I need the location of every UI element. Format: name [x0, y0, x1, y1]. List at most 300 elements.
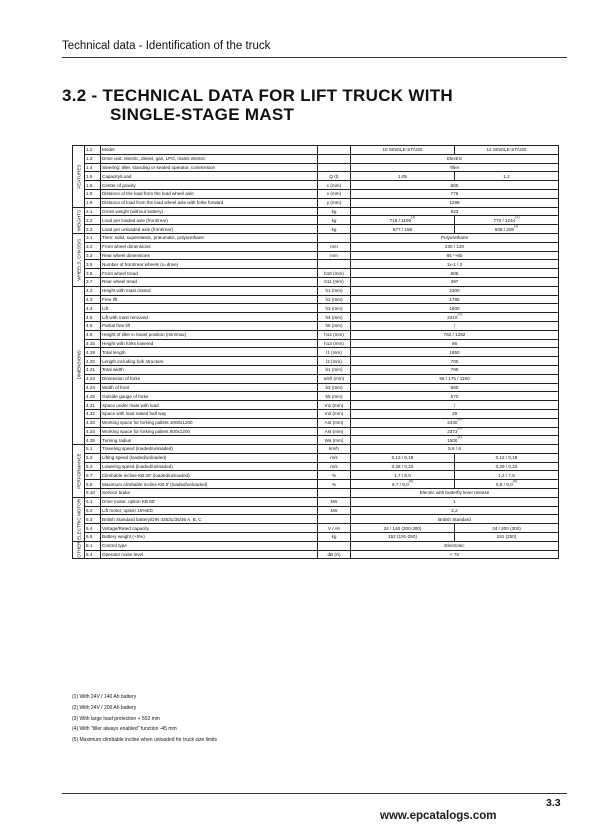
value-text: 1800	[449, 305, 460, 311]
value-cell-a	[351, 146, 455, 155]
value-cell	[351, 392, 559, 401]
row-label: Rear wheel dimensions	[101, 251, 318, 260]
row-label: Tires: solid, superelastic, pneumatic, polyurethane	[101, 233, 318, 242]
row-unit: h1 (mm)	[318, 286, 351, 295]
row-number: 5.2	[85, 453, 101, 462]
row-unit: kW	[318, 497, 351, 506]
value-cell	[351, 286, 559, 295]
row-unit: h3 (mm)	[318, 304, 351, 313]
row-number: 5.3	[85, 462, 101, 471]
table-row	[73, 251, 559, 260]
value-cell	[351, 506, 559, 515]
table-row	[73, 146, 559, 155]
value-text: 1	[453, 499, 456, 505]
value-cell	[351, 383, 559, 392]
row-unit: %	[318, 471, 351, 480]
value-cell	[351, 348, 559, 357]
value-text: 12 SINGLE-STAGE	[486, 147, 527, 153]
value-cell-a	[351, 533, 455, 542]
table-row	[73, 480, 559, 489]
value-text: 718 / 1106	[389, 217, 412, 223]
row-number: 4.22	[85, 374, 101, 383]
row-unit: kg	[318, 216, 351, 225]
value-cell	[351, 242, 559, 251]
row-label: Rear wheel tread	[101, 277, 318, 286]
value-cell-a	[351, 462, 455, 471]
table-row	[73, 216, 559, 225]
row-number: 4.34	[85, 427, 101, 436]
row-label: Partial free lift	[101, 321, 318, 330]
row-number: 5.1	[85, 445, 101, 454]
row-unit: x (mm)	[318, 189, 351, 198]
header-rule	[62, 57, 567, 58]
table-row	[73, 181, 559, 190]
value-cell	[351, 321, 559, 330]
value-cell-b	[455, 471, 559, 480]
value-text: 570	[450, 393, 459, 399]
footnote: (1) With 24V / 140 Ah battery	[72, 694, 137, 700]
value-text: 1,2	[503, 173, 510, 179]
row-number: 2.2	[85, 216, 101, 225]
value-cell	[351, 313, 559, 322]
technical-data-table	[72, 145, 559, 559]
row-unit: kW	[318, 506, 351, 515]
row-unit: kg	[318, 225, 351, 234]
value-text: 2,2	[451, 508, 458, 514]
value-text: 0,12 / 0,18	[495, 455, 518, 461]
row-label: British Standard battery/DIN 43531/35/36 A, B, C	[101, 515, 318, 524]
title-line-2: SINGLE-STAGE MAST	[110, 105, 295, 124]
footnote: (4) With "tiller always enabled" function -45 mm	[72, 726, 177, 733]
row-label: Distance of load from the load wheel axle with forks forward	[101, 198, 318, 207]
value-text: 700	[450, 358, 459, 364]
row-unit: h2 (mm)	[318, 295, 351, 304]
section-label: ELECTRIC MOTOR	[73, 497, 85, 541]
row-unit	[318, 515, 351, 524]
value-cell	[351, 409, 559, 418]
value-cell-b	[455, 216, 559, 225]
value-cell	[351, 304, 559, 313]
row-label: Total width	[101, 365, 318, 374]
value-cell-b	[455, 453, 559, 462]
footnote: (5) Maximum climbable incline when unloaded for truck size limits	[72, 737, 218, 744]
table-row	[73, 304, 559, 313]
value-text: 56 / 175 / 1150	[439, 376, 470, 382]
value-text: 1,7 / 8,0	[394, 472, 411, 478]
row-number: 1.2	[85, 146, 101, 155]
row-label: Height with mast closed	[101, 286, 318, 295]
row-number: 4.2	[85, 286, 101, 295]
value-cell	[351, 233, 559, 242]
value-text: 10 SINGLE-STAGE	[382, 147, 423, 153]
value-text: 2430	[447, 420, 458, 426]
section-label: WHEELS, CHASSIS	[73, 233, 85, 286]
row-unit: b1 (mm)	[318, 365, 351, 374]
value-text: 770 / 1244	[493, 217, 516, 223]
table-row	[73, 172, 559, 181]
row-label: Working space for forking pallets 800x1200	[101, 427, 318, 436]
row-label: Number of front/rear wheels (x=drive)	[101, 260, 318, 269]
footnote-marker: (4)	[457, 435, 462, 439]
row-unit: c (mm)	[318, 181, 351, 190]
row-number: 5.7	[85, 471, 101, 480]
value-text: 762 / 1292	[443, 332, 466, 338]
table-row	[73, 515, 559, 524]
value-cell	[351, 181, 559, 190]
row-unit: h14 (mm)	[318, 330, 351, 339]
row-label: Battery weight (+5%)	[101, 533, 318, 542]
row-label: Lift	[101, 304, 318, 313]
value-text: Polyurethane	[440, 235, 469, 241]
value-cell-b	[455, 462, 559, 471]
table-row	[73, 163, 559, 172]
value-cell-a	[351, 172, 455, 181]
value-cell	[351, 541, 559, 550]
row-unit: y (mm)	[318, 198, 351, 207]
value-cell	[351, 374, 559, 383]
row-label: Model	[101, 146, 318, 155]
row-unit: kg	[318, 533, 351, 542]
table-row	[73, 233, 559, 242]
row-number: 6.5	[85, 533, 101, 542]
row-number: 4.24	[85, 383, 101, 392]
table-row	[73, 277, 559, 286]
row-label: Space under mast with load	[101, 401, 318, 410]
row-label: Total length	[101, 348, 318, 357]
row-number: 8.4	[85, 550, 101, 559]
row-unit: b10 (mm)	[318, 269, 351, 278]
value-cell	[351, 295, 559, 304]
value-cell	[351, 339, 559, 348]
row-unit: Wa (mm)	[318, 436, 351, 445]
row-unit: m/s	[318, 453, 351, 462]
row-unit	[318, 233, 351, 242]
row-number: 3.7	[85, 277, 101, 286]
row-label: Distance of the load from the load wheel axle	[101, 189, 318, 198]
value-cell-b	[455, 480, 559, 489]
row-label: Center of gravity	[101, 181, 318, 190]
value-text: 790	[450, 367, 459, 373]
value-text: 660	[450, 384, 459, 390]
row-number: 3.6	[85, 269, 101, 278]
row-number: 1.9	[85, 198, 101, 207]
value-cell	[351, 163, 559, 172]
value-cell	[351, 189, 559, 198]
value-cell	[351, 418, 559, 427]
row-unit	[318, 541, 351, 550]
section-label: FEATURES	[73, 146, 85, 208]
table-row	[73, 427, 559, 436]
row-number: 8.1	[85, 541, 101, 550]
footnote: (3) With large load protection + 502 mm	[72, 715, 160, 722]
value-text: 0,13 / 0,18	[391, 455, 414, 461]
value-cell	[351, 198, 559, 207]
row-unit: b5 (mm)	[318, 392, 351, 401]
value-text: 600	[450, 182, 459, 188]
table-row	[73, 383, 559, 392]
row-unit: kg	[318, 207, 351, 216]
table-row	[73, 330, 559, 339]
value-text: 29	[451, 411, 458, 417]
footnote-marker: (3)	[457, 312, 462, 316]
table-row	[73, 418, 559, 427]
value-cell-a	[351, 453, 455, 462]
title-line-1: 3.2 - TECHNICAL DATA FOR LIFT TRUCK WITH	[62, 86, 454, 105]
value-text: 1789	[449, 296, 460, 302]
value-cell	[351, 277, 559, 286]
row-unit: l2 (mm)	[318, 357, 351, 366]
row-label: Turning radius	[101, 436, 318, 445]
value-text: 1,05	[398, 173, 407, 179]
section-label: PERFORMANCE	[73, 445, 85, 498]
row-label: Height of tiller in travel position (min/max)	[101, 330, 318, 339]
table-row	[73, 225, 559, 234]
row-number: 3.3	[85, 251, 101, 260]
page-number: 3.3	[546, 797, 561, 809]
value-text: 6,7 / 9,0	[392, 481, 409, 487]
value-text: 0,28 / 0,22	[391, 464, 414, 470]
table-row	[73, 409, 559, 418]
value-text: 2300	[449, 288, 460, 294]
table-row	[73, 550, 559, 559]
row-label: Load per loaded axle (front/rear)	[101, 216, 318, 225]
row-number: 4.6	[85, 321, 101, 330]
value-text: 191 (250)	[496, 534, 517, 540]
value-text: Tiller	[449, 164, 460, 170]
row-unit: mm	[318, 251, 351, 260]
value-text: 2310	[447, 314, 458, 320]
row-unit: V / Ah	[318, 524, 351, 533]
value-cell-a	[351, 216, 455, 225]
table-row	[73, 445, 559, 454]
row-unit: m/s	[318, 462, 351, 471]
section-label: OTHER	[73, 541, 85, 559]
value-text: 1,2 / 7,5	[498, 472, 515, 478]
row-label: Lowering speed (loaded/unloaded)	[101, 462, 318, 471]
footnote: (2) With 24V / 200 Ah battery	[72, 704, 137, 711]
row-label: Climbable incline KB 30' (loaded/unloaded)	[101, 471, 318, 480]
table-row	[73, 321, 559, 330]
row-unit: mm	[318, 242, 351, 251]
row-unit: m1 (mm)	[318, 401, 351, 410]
row-number: 6.4	[85, 524, 101, 533]
row-label: Dimension of forks	[101, 374, 318, 383]
table-row	[73, 242, 559, 251]
row-number: 3.2	[85, 242, 101, 251]
row-number: 4.19	[85, 348, 101, 357]
footnotes	[72, 692, 217, 746]
row-unit	[318, 489, 351, 498]
value-text: 1850	[449, 349, 460, 355]
row-label: Space with load raised half way	[101, 409, 318, 418]
footnote-marker: (1)	[513, 224, 519, 228]
table-row	[73, 154, 559, 163]
row-number: 1.3	[85, 154, 101, 163]
value-text: 86	[451, 340, 458, 346]
footnote-marker: (5)	[408, 479, 413, 483]
table-row	[73, 374, 559, 383]
value-text: 1x-1 / 2	[446, 261, 463, 267]
running-header: Technical data - Identification of the truck	[62, 40, 271, 52]
row-number: 1.5	[85, 172, 101, 181]
footnote-marker: (4)	[457, 427, 462, 430]
table-row	[73, 365, 559, 374]
table-row	[73, 348, 559, 357]
row-label: Gross weight (without battery)	[101, 207, 318, 216]
value-text: 85 *+60	[446, 252, 463, 258]
row-number: 4.3	[85, 295, 101, 304]
table-row	[73, 436, 559, 445]
table-row	[73, 313, 559, 322]
value-cell	[351, 365, 559, 374]
footnote-marker: (1)	[515, 215, 520, 219]
footnote-marker: (1)	[411, 215, 416, 219]
row-number: 5.10	[85, 489, 101, 498]
value-text: 152 (191-250)	[388, 534, 417, 540]
row-label: Operator noise level	[101, 550, 318, 559]
row-label: Working space for forking pallets 1000x1200	[101, 418, 318, 427]
table-row	[73, 189, 559, 198]
value-cell	[351, 489, 559, 498]
row-number: 5.8	[85, 480, 101, 489]
row-label: Front wheel dimensions	[101, 242, 318, 251]
value-text: /	[453, 402, 456, 408]
table-row	[73, 207, 559, 216]
row-label: Outside gauge of forks	[101, 392, 318, 401]
row-number: 1.6	[85, 181, 101, 190]
table-row	[73, 357, 559, 366]
row-unit: b11 (mm)	[318, 277, 351, 286]
row-unit: Ast (mm)	[318, 418, 351, 427]
value-cell	[351, 207, 559, 216]
value-cell-a	[351, 480, 455, 489]
value-text: 230 / 120	[444, 244, 465, 250]
row-number: 2.1	[85, 207, 101, 216]
value-cell	[351, 154, 559, 163]
row-label: Lifting speed (loaded/unloaded)	[101, 453, 318, 462]
row-label: Traveling speed (loaded/unloaded)	[101, 445, 318, 454]
row-number: 6.2	[85, 506, 101, 515]
value-text: 397	[450, 279, 459, 285]
row-number: 6.1	[85, 497, 101, 506]
row-label: Lift with mast removed	[101, 313, 318, 322]
value-text: 1298	[449, 200, 460, 206]
value-text: 623	[450, 208, 459, 214]
value-cell-b	[455, 146, 559, 155]
value-cell-a	[351, 524, 455, 533]
watermark: www.epcatalogs.com	[380, 810, 497, 822]
row-unit	[318, 163, 351, 172]
row-number: 4.9	[85, 330, 101, 339]
value-cell	[351, 497, 559, 506]
row-unit: km/h	[318, 445, 351, 454]
value-cell	[351, 260, 559, 269]
value-cell	[351, 436, 559, 445]
row-label: Free lift	[101, 295, 318, 304]
value-cell	[351, 427, 559, 436]
row-unit: Ast (mm)	[318, 427, 351, 436]
row-unit	[318, 154, 351, 163]
value-text: 577 / 158	[392, 226, 413, 232]
row-unit: l1 (mm)	[318, 348, 351, 357]
row-number: 4.21	[85, 365, 101, 374]
row-unit: h4 (mm)	[318, 313, 351, 322]
row-unit: %	[318, 480, 351, 489]
value-cell	[351, 401, 559, 410]
table-row	[73, 506, 559, 515]
section-title	[62, 86, 453, 124]
row-number: 6.3	[85, 515, 101, 524]
row-unit	[318, 260, 351, 269]
row-label: Load per unloaded axle (front/rear)	[101, 225, 318, 234]
row-unit: s/e/l (mm)	[318, 374, 351, 383]
value-text: /	[453, 323, 456, 329]
value-cell	[351, 251, 559, 260]
row-unit: m2 (mm)	[318, 409, 351, 418]
value-text: Electric with butterfly lever release	[419, 490, 490, 496]
row-number: 3.1	[85, 233, 101, 242]
footer-rule	[62, 793, 567, 794]
row-label: Capacity/Load	[101, 172, 318, 181]
row-label: Height with forks lowered	[101, 339, 318, 348]
table-row	[73, 524, 559, 533]
row-label: Lift motor, option 15%ED	[101, 506, 318, 515]
row-unit: b3 (mm)	[318, 383, 351, 392]
value-text: Electric	[446, 156, 463, 162]
value-text: < 70	[449, 552, 460, 558]
row-unit: dB (A)	[318, 550, 351, 559]
section-label: WEIGHTS	[73, 207, 85, 233]
row-number: 3.5	[85, 260, 101, 269]
value-cell-b	[455, 172, 559, 181]
row-number: 4.33	[85, 418, 101, 427]
row-label: Voltage/Rated capacity	[101, 524, 318, 533]
value-text: 505	[450, 270, 459, 276]
row-number: 4.31	[85, 401, 101, 410]
row-unit: h5 (mm)	[318, 321, 351, 330]
row-number: 1.8	[85, 189, 101, 198]
row-unit	[318, 146, 351, 155]
value-text: 2373	[447, 428, 458, 434]
row-number: 2.3	[85, 225, 101, 234]
row-number: 4.32	[85, 409, 101, 418]
row-unit: h13 (mm)	[318, 339, 351, 348]
table-row	[73, 392, 559, 401]
table-row	[73, 260, 559, 269]
value-text: 776	[450, 191, 459, 197]
value-text: 5,6 / 6	[448, 446, 461, 452]
table-row	[73, 471, 559, 480]
row-number: 4.25	[85, 392, 101, 401]
value-text: 0,29 / 0,22	[495, 464, 518, 470]
table-row	[73, 489, 559, 498]
value-text: 1500	[447, 437, 458, 443]
row-number: 1.4	[85, 163, 101, 172]
table-row	[73, 339, 559, 348]
row-label: Front wheel tread	[101, 269, 318, 278]
value-cell	[351, 445, 559, 454]
value-text: 24 / 200 (300)	[492, 525, 521, 531]
table-row	[73, 295, 559, 304]
value-cell	[351, 515, 559, 524]
value-cell-a	[351, 471, 455, 480]
row-label: Drive motor, option KB 60'	[101, 497, 318, 506]
row-label: Drive unit: electric, diesel, gas, LPG, mains electric	[101, 154, 318, 163]
table-row	[73, 533, 559, 542]
row-label: Control type	[101, 541, 318, 550]
row-number: 4.5	[85, 313, 101, 322]
value-text: 5,8 / 9,0	[496, 481, 513, 487]
